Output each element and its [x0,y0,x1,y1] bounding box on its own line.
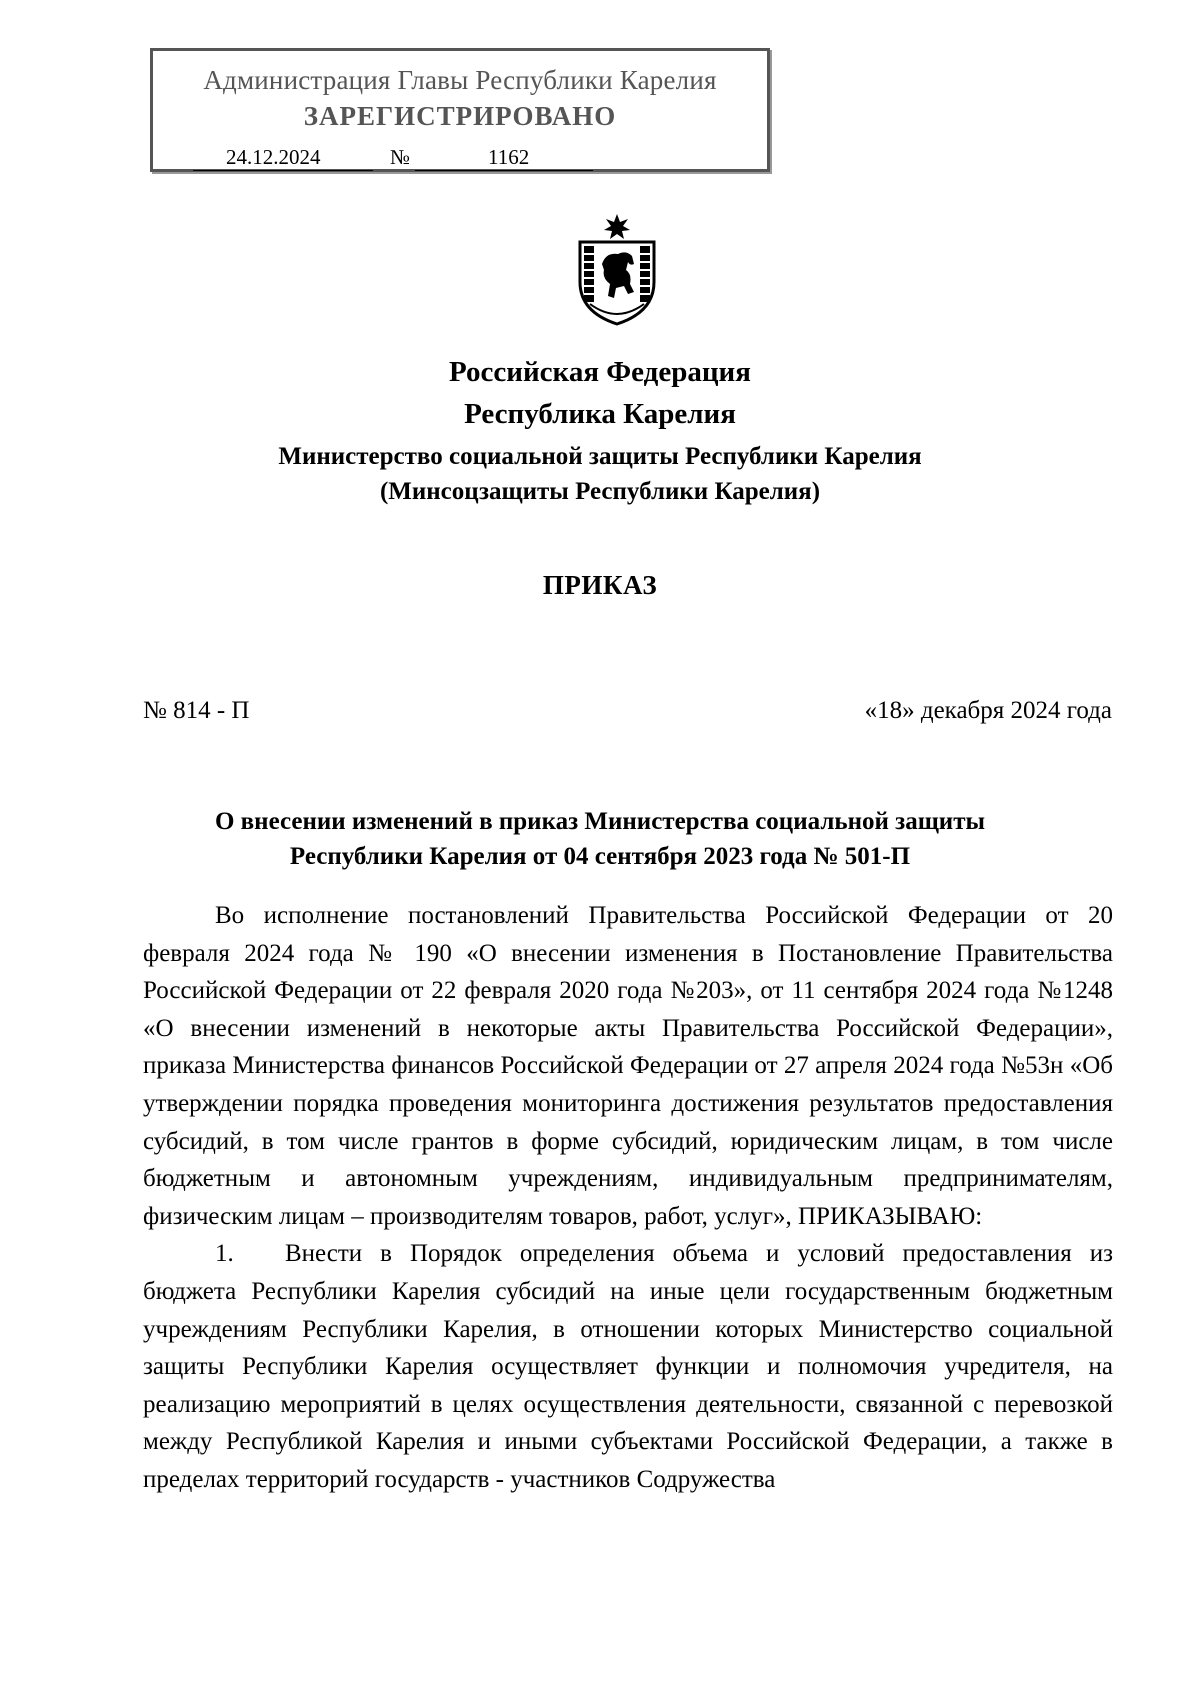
stamp-registration-line [193,145,753,171]
stamp-number-underline [415,170,593,171]
document-type-heading: ПРИКАЗ [542,570,658,600]
list-item-number: 1. [215,1240,234,1268]
stamp-authority: Администрация Главы Республики Карелия [203,65,717,95]
registration-stamp [150,48,770,172]
document-title-line1: О внесении изменений в приказ Министерства социальной защиты [214,808,986,835]
body-list-item [143,1235,1113,1498]
region-heading: Республика Карелия [464,398,736,430]
list-item-text: Внести в Порядок определения объема и условий предоставления из бюджета Республики Карелия субсидий на иные цели государственным бюджетным учреждениям Республики Карелия, в отношении которых Министерство социальной защиты Республики Карелия осуществляет функции и полномочия учредителя, на реализацию мероприятий в целях осуществления деятельности, связанной с перевозкой между Республикой Карелия и иными субъектами Российской Федерации, а также в пределах территорий государств - участников Содружества [143,1240,1113,1493]
ministry-heading: Министерство социальной защиты Республики Карелия [278,443,922,470]
star-icon [604,214,630,239]
document-body [143,897,1113,1499]
body-paragraph: Во исполнение постановлений Правительства Российской Федерации от 20 февраля 2024 года № 190 «О внесении изменения в Постановление Правительства Российской Федерации от 22 февраля 2020 года №203», от 11 сентября 2024 года №1248 «О внесении изменений в некоторые акты Правительства Российской Федерации», приказа Министерства финансов Российской Федерации от 27 апреля 2024 года №53н «Об утверждении порядка проведения мониторинга достижения результатов предоставления субсидий, в том числе грантов в форме субсидий, юридическим лицам, в том числе бюджетным и автономным учреждениям, индивидуальным предпринимателям, физическим лицам – производителям товаров, работ, услуг», ПРИКАЗЫВАЮ: [143,902,1113,1230]
stamp-date: 24.12.2024 [226,145,321,169]
stamp-date-underline [193,170,373,171]
karelia-coat-of-arms-icon [572,212,662,328]
stamp-registered: ЗАРЕГИСТРИРОВАНО [303,101,617,131]
document-title-line2: Республики Карелия от 04 сентября 2023 года № 501-П [289,843,911,870]
order-date: «18» декабря 2024 года [864,697,1112,724]
ministry-short-heading: (Минсоцзащиты Республики Карелия) [379,478,821,505]
stamp-number-sign: № [390,145,411,169]
stamp-number: 1162 [488,145,530,169]
order-number: № 814 - П [143,697,250,724]
country-heading: Российская Федерация [449,356,751,388]
